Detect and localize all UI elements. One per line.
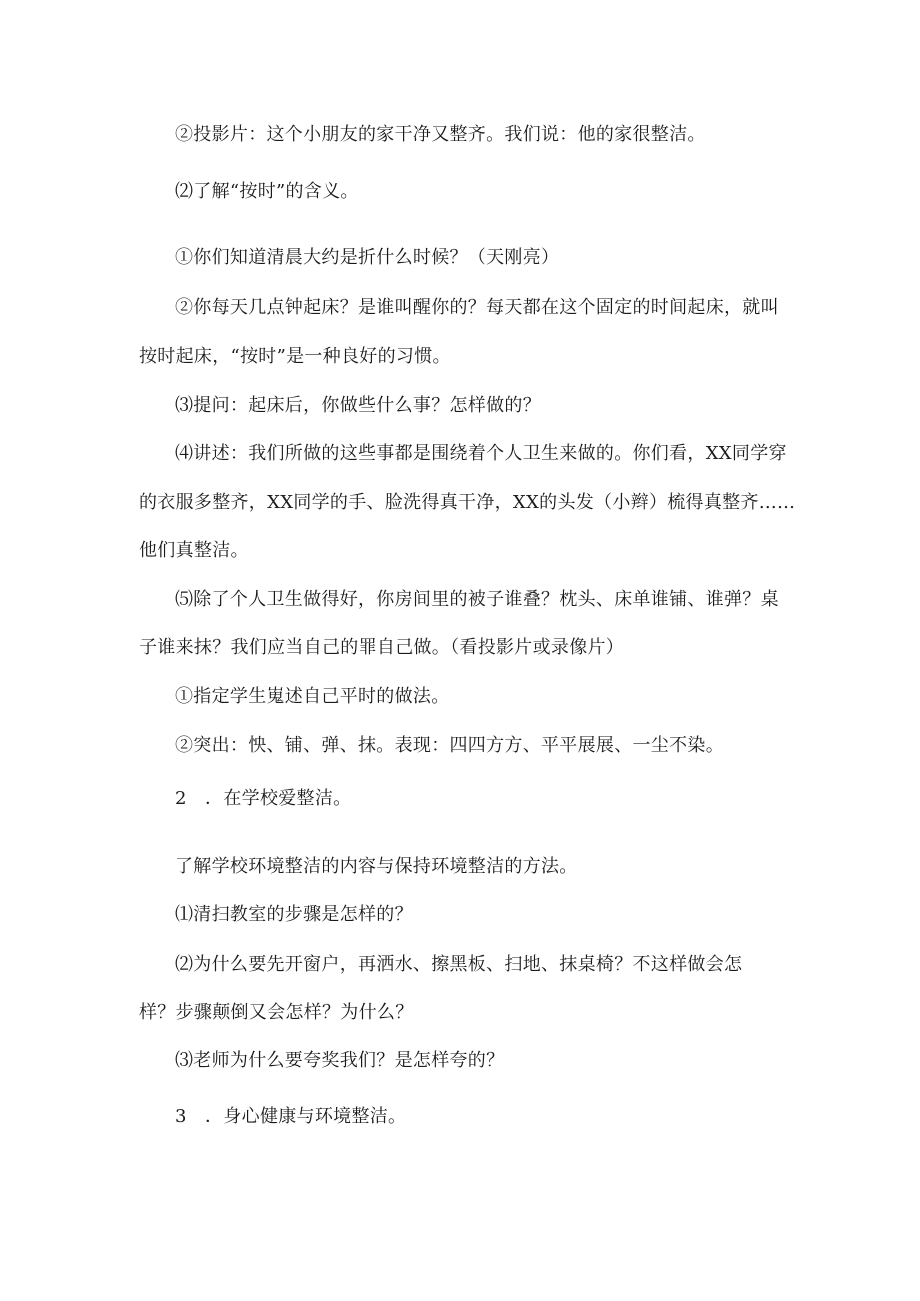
paragraph-line: 他们真整洁。	[139, 540, 249, 561]
paragraph-line: ⑶提问：起床后，你做些什么事？怎样做的？	[175, 395, 541, 416]
paragraph-line: 按时起床，“按时”是一种良好的习惯。	[139, 346, 451, 367]
paragraph-line: 子谁来抹？我们应当自己的罪自己做。（看投影片或录像片）	[139, 637, 625, 658]
paragraph-line: ②突出：怏、铺、弹、抹。表现：四四方方、平平展展、一尘不染。	[175, 735, 724, 756]
paragraph-line: ⑵了解“按时”的含义。	[175, 181, 359, 202]
section-heading: 3 ．身心健康与环境整洁。	[175, 1106, 407, 1127]
paragraph-line: 的衣服多整齐，XX同学的手、脸洗得真干净，XX的头发（小辫）梳得真整齐……	[139, 492, 796, 513]
paragraph-line: ⑸除了个人卫生做得好，你房间里的被子谁叠？枕头、床单谁铺、谁弹？桌	[175, 589, 779, 610]
paragraph-line: ⑴清扫教室的步骤是怎样的？	[175, 904, 413, 925]
paragraph-line: ②你每天几点钟起床？是谁叫醒你的？每天都在这个固定的时间起床，就叫	[175, 297, 779, 318]
paragraph-line: ⑵为什么要先开窗户，再洒水、擦黑板、扫地、抹桌椅？不这样做会怎	[175, 954, 743, 975]
paragraph-line: ⑶老师为什么要夸奖我们？是怎样夸的？	[175, 1050, 505, 1071]
paragraph-line: ①你们知道清晨大约是折什么时候？（天刚亮）	[175, 247, 560, 268]
paragraph-line: 样？步骤颠倒又会怎样？为什么？	[139, 1002, 414, 1023]
section-heading: 2 ．在学校爱整洁。	[175, 788, 352, 809]
paragraph-line: ②投影片：这个小朋友的家干净又整齐。我们说：他的家很整洁。	[175, 124, 706, 145]
paragraph-line: 了解学校环境整洁的内容与保持环境整洁的方法。	[175, 856, 578, 877]
paragraph-line: ⑷讲述：我们所做的这些事都是围绕着个人卫生来做的。你们看，XX同学穿	[175, 443, 787, 464]
paragraph-line: ①指定学生嵬述自己平时的做法。	[175, 686, 450, 707]
